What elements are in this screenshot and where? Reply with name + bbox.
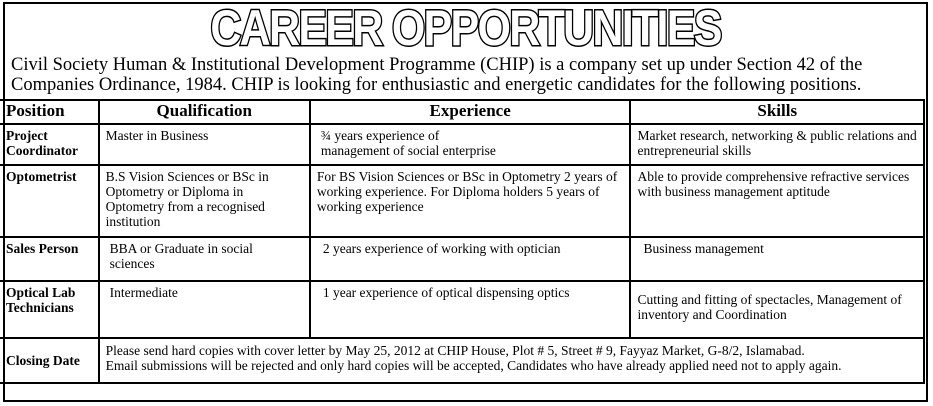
position-cell: Optometrist [0, 165, 99, 237]
table-row [0, 281, 924, 338]
position-cell: Optical Lab Technicians [0, 281, 99, 338]
experience-cell: 2 years experience of working with optician [310, 237, 631, 281]
header-qualification: Qualification [99, 100, 310, 124]
headline: CAREER OPPORTUNITIES [210, 0, 721, 56]
closing-date-label: Closing Date [0, 338, 99, 383]
skills-cell: Business management [630, 237, 924, 281]
experience-cell: For BS Vision Sciences or BSc in Optometry 2 years of working experience. For Diploma holders 5 years of working experience [310, 165, 631, 237]
qualification-cell: BBA or Graduate in social sciences [99, 237, 310, 281]
qualification-cell: Master in Business [99, 124, 310, 165]
experience-cell: ¾ years experience of management of social enterprise [310, 124, 631, 165]
header-experience: Experience [310, 100, 631, 124]
intro-paragraph: Civil Society Human & Institutional Development Programme (CHIP) is a company set up under Section 42 of the Companies Ordinance, 1984. CHIP is looking for enthusiastic and energetic candidates for the following positions. [11, 55, 863, 95]
table-row [0, 165, 924, 237]
position-cell: Project Coordinator [0, 124, 99, 165]
position-cell: Sales Person [0, 237, 99, 281]
closing-line-2: Email submissions will be rejected and only hard copies will be accepted, Candidates who have already applied need not to apply again. [105, 358, 842, 373]
header-skills: Skills [630, 100, 924, 124]
experience-cell: 1 year experience of optical dispensing optics [310, 281, 631, 338]
table-row [0, 237, 924, 281]
skills-cell: Market research, networking & public relations and entrepreneurial skills [630, 124, 924, 165]
closing-line-1: Please send hard copies with cover letter by May 25, 2012 at CHIP House, Plot # 5, Street # 9, Fayyaz Market, G-8/2, Islamabad. [105, 343, 805, 358]
table-row [0, 124, 924, 165]
skills-cell: Able to provide comprehensive refractive services with business management aptitude [630, 165, 924, 237]
positions-table [0, 99, 925, 384]
qualification-cell: Intermediate [99, 281, 310, 338]
closing-row [0, 338, 924, 383]
closing-instructions [99, 338, 924, 383]
header-position: Position [0, 100, 99, 124]
qualification-cell: B.S Vision Sciences or BSc in Optometry or Diploma in Optometry from a recognised institution [99, 165, 310, 237]
table-header-row [0, 100, 924, 124]
skills-cell: Cutting and fitting of spectacles, Management of inventory and Coordination [630, 281, 924, 338]
